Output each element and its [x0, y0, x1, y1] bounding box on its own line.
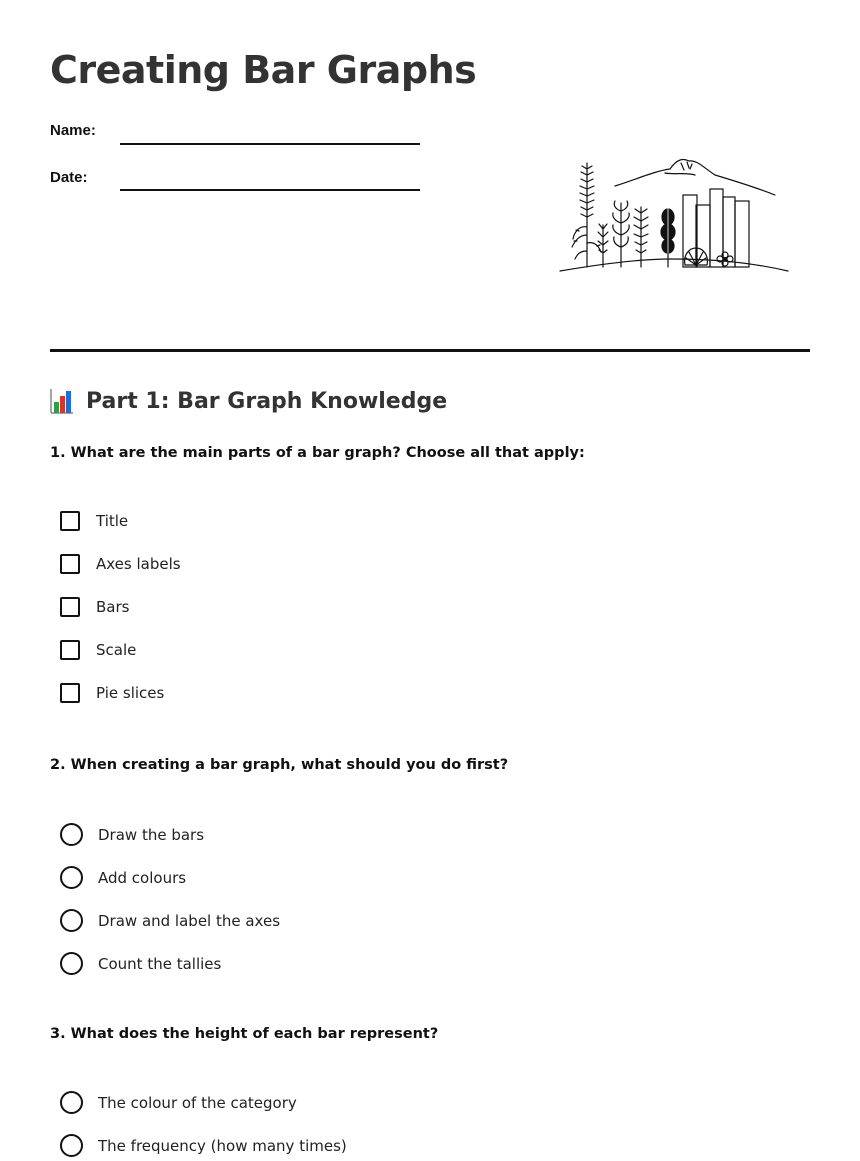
radio-button[interactable]: [60, 1091, 83, 1114]
option-label: Draw and label the axes: [98, 911, 281, 930]
q1-option-bars[interactable]: [60, 597, 129, 617]
mountain-plants-bars-illustration: [555, 155, 795, 277]
q1-option-pie-slices[interactable]: [60, 683, 164, 703]
q1-option-title[interactable]: [60, 511, 128, 531]
checkbox[interactable]: [60, 554, 80, 574]
worksheet-title: Creating Bar Graphs: [50, 48, 477, 92]
checkbox[interactable]: [60, 597, 80, 617]
date-field[interactable]: [120, 189, 420, 191]
option-label: The frequency (how many times): [98, 1136, 347, 1155]
q1-option-axes-labels[interactable]: [60, 554, 181, 574]
option-label: Axes labels: [96, 555, 181, 573]
name-label: Name:: [50, 122, 96, 139]
q2-option-draw-label-axes[interactable]: [60, 909, 280, 932]
option-label: Title: [96, 512, 129, 530]
option-label: The colour of the category: [98, 1093, 297, 1112]
checkbox[interactable]: [60, 683, 80, 703]
question-2: 2. When creating a bar graph, what should you do first?: [50, 757, 509, 773]
q1-option-scale[interactable]: [60, 640, 136, 660]
checkbox[interactable]: [60, 640, 80, 660]
question-3: 3. What does the height of each bar represent?: [50, 1026, 439, 1042]
date-label: Date:: [50, 169, 88, 186]
bar-chart-icon: [50, 388, 74, 414]
section-divider: [50, 349, 810, 352]
radio-button[interactable]: [60, 1134, 83, 1157]
part1-heading: [50, 388, 447, 414]
option-label: Bars: [96, 598, 130, 616]
option-label: Pie slices: [96, 684, 165, 702]
radio-button[interactable]: [60, 866, 83, 889]
option-label: Scale: [96, 641, 137, 659]
option-label: Add colours: [98, 868, 187, 887]
question-1: 1. What are the main parts of a bar graph? Choose all that apply:: [50, 445, 585, 461]
name-field[interactable]: [120, 143, 420, 145]
radio-button[interactable]: [60, 952, 83, 975]
q2-option-add-colours[interactable]: [60, 866, 186, 889]
radio-button[interactable]: [60, 823, 83, 846]
option-label: Draw the bars: [98, 825, 205, 844]
option-label: Count the tallies: [98, 954, 222, 973]
q2-option-draw-bars[interactable]: [60, 823, 204, 846]
q2-option-count-tallies[interactable]: [60, 952, 221, 975]
checkbox[interactable]: [60, 511, 80, 531]
radio-button[interactable]: [60, 909, 83, 932]
q3-option-colour[interactable]: [60, 1091, 297, 1114]
part1-title: Part 1: Bar Graph Knowledge: [86, 388, 448, 414]
q3-option-frequency[interactable]: [60, 1134, 347, 1157]
